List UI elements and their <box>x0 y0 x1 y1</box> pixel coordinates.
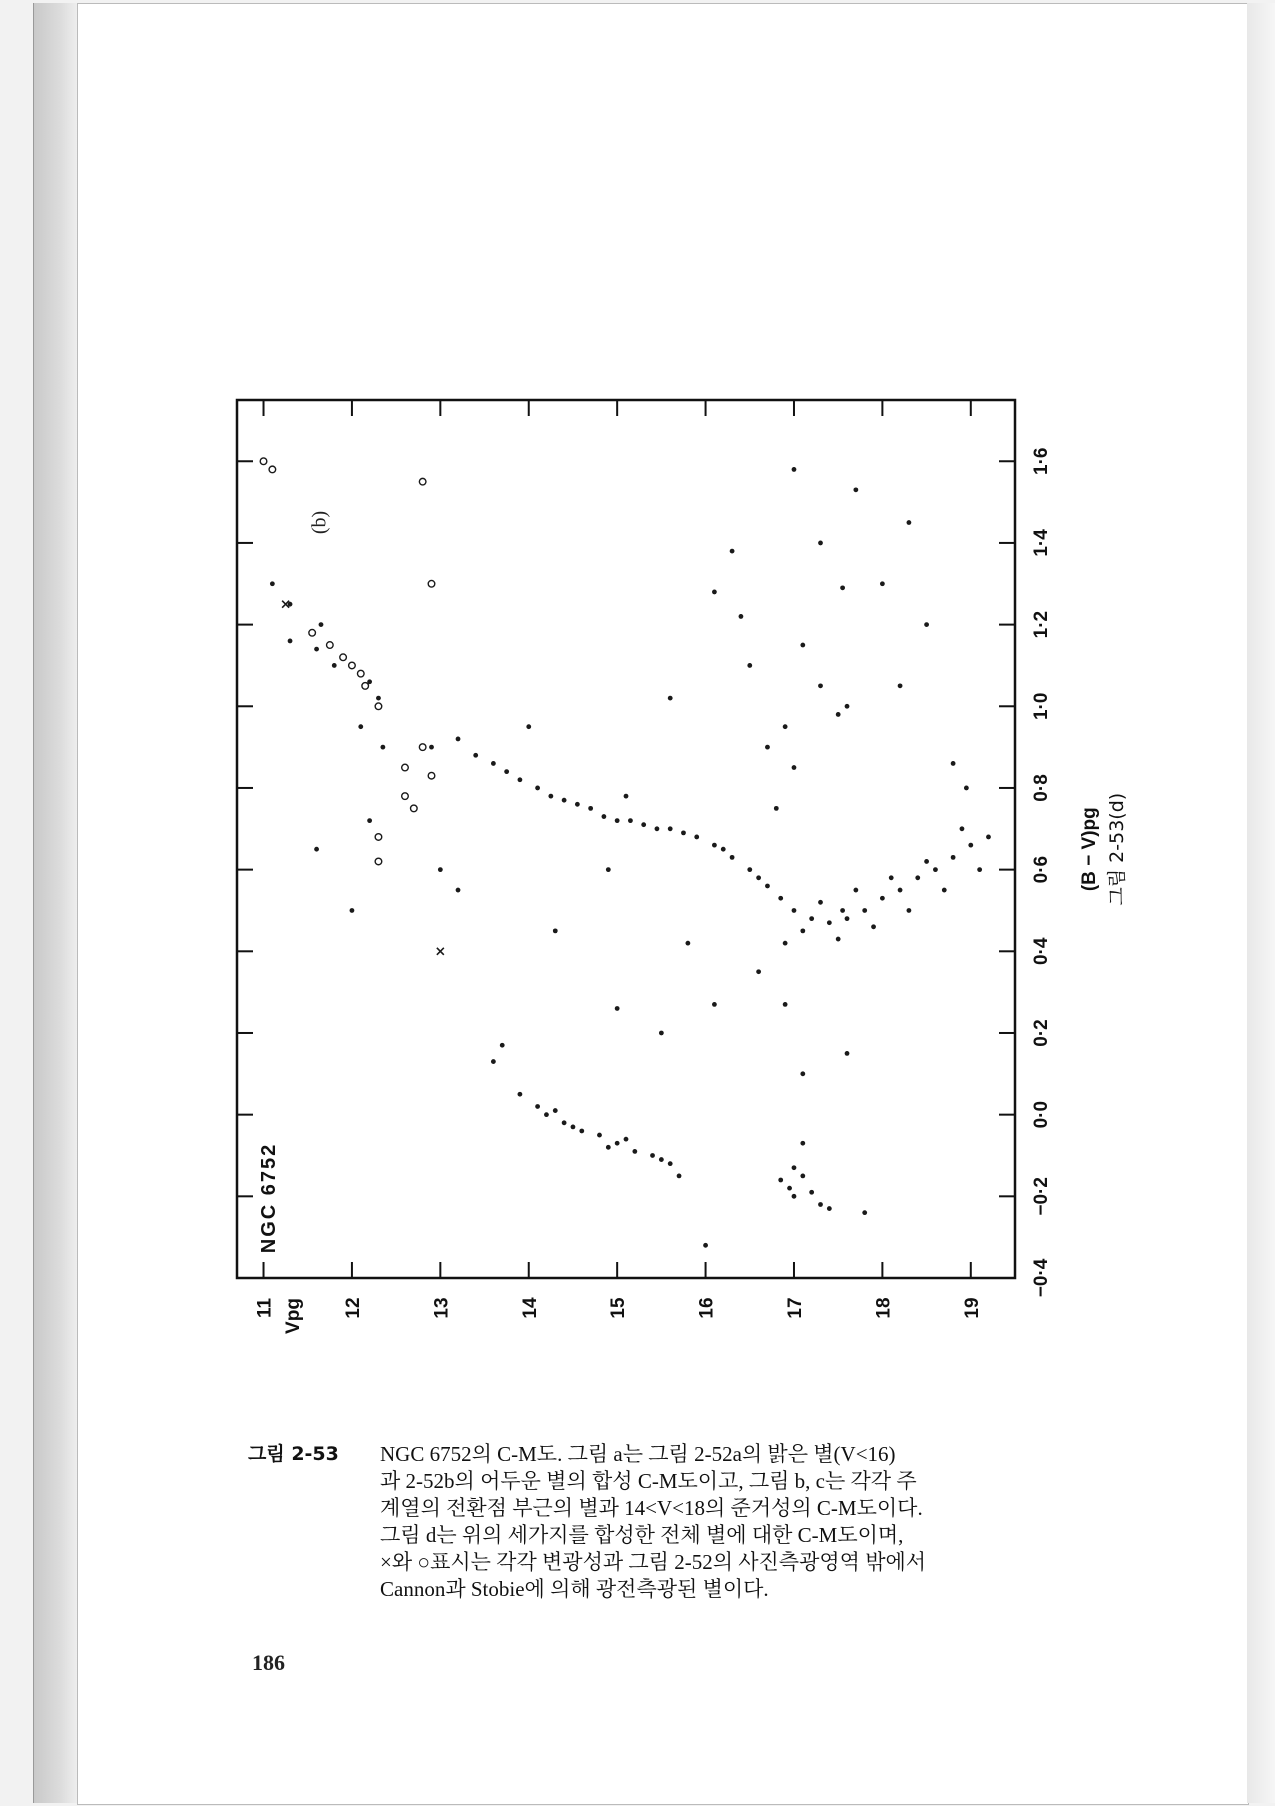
star-point <box>774 806 779 811</box>
v-tick-label: 11 <box>254 1297 276 1319</box>
star-open-circle <box>419 744 426 751</box>
star-point <box>624 1137 629 1142</box>
star-point <box>818 683 823 688</box>
star-point <box>960 826 965 831</box>
star-point <box>615 1141 620 1146</box>
star-point <box>792 908 797 913</box>
star-point <box>880 896 885 901</box>
star-point <box>862 1210 867 1215</box>
star-point <box>845 704 850 709</box>
star-point <box>606 1145 611 1150</box>
star-point <box>765 884 770 889</box>
star-point <box>964 786 969 791</box>
star-point <box>535 786 540 791</box>
star-point <box>685 941 690 946</box>
star-point <box>800 1141 805 1146</box>
star-open-circle <box>260 458 267 465</box>
caption-line: 계열의 전환점 부근의 별과 14<V<18의 준거성의 C-M도이다. <box>380 1496 923 1520</box>
star-point <box>314 847 319 852</box>
star-point <box>924 859 929 864</box>
star-point <box>579 1129 584 1134</box>
bv-tick-label: 1·4 <box>1031 529 1052 557</box>
star-open-circle <box>375 858 382 865</box>
star-point <box>730 549 735 554</box>
star-open-circle <box>411 805 418 812</box>
star-point <box>270 581 275 586</box>
bv-tick-label: −0·4 <box>1031 1258 1052 1298</box>
star-point <box>800 1174 805 1179</box>
star-point <box>792 1165 797 1170</box>
star-point <box>575 802 580 807</box>
star-point <box>889 875 894 880</box>
star-point <box>562 1120 567 1125</box>
star-point <box>650 1153 655 1158</box>
star-open-circle <box>309 629 316 636</box>
v-tick-label: 12 <box>342 1297 364 1319</box>
star-point <box>800 643 805 648</box>
star-point <box>319 622 324 627</box>
star-point <box>827 1206 832 1211</box>
bv-tick-label: 0·8 <box>1031 774 1052 802</box>
star-point <box>350 908 355 913</box>
x-axis-label: (B − V)pg <box>1079 807 1100 892</box>
star-point <box>712 1002 717 1007</box>
data-points <box>260 458 991 1248</box>
star-open-circle <box>349 662 356 669</box>
chart-text <box>255 448 1128 1334</box>
star-point <box>456 737 461 742</box>
star-point <box>655 826 660 831</box>
star-point <box>880 581 885 586</box>
star-point <box>606 867 611 872</box>
bv-tick-label: 0·6 <box>1031 855 1052 884</box>
star-point <box>818 541 823 546</box>
star-point <box>548 794 553 799</box>
star-point <box>977 867 982 872</box>
star-point <box>597 1133 602 1138</box>
star-open-circle <box>402 764 409 771</box>
star-point <box>571 1125 576 1130</box>
bv-tick-label: 0·0 <box>1031 1100 1052 1129</box>
star-point <box>681 830 686 835</box>
star-point <box>730 855 735 860</box>
annotation-b: (b) <box>308 510 331 535</box>
star-point <box>836 712 841 717</box>
star-point <box>615 1006 620 1011</box>
caption-line: 과 2-52b의 어두운 별의 합성 C-M도이고, 그림 b, c는 각각 주 <box>380 1469 917 1493</box>
star-point <box>438 867 443 872</box>
star-point <box>840 585 845 590</box>
star-open-circle <box>327 642 334 649</box>
v-tick-label: 18 <box>873 1297 895 1319</box>
star-point <box>845 1051 850 1056</box>
star-point <box>942 888 947 893</box>
star-point <box>624 794 629 799</box>
star-point <box>518 1092 523 1097</box>
page-number: 186 <box>252 1650 285 1675</box>
star-point <box>898 888 903 893</box>
star-point <box>809 1190 814 1195</box>
star-point <box>907 520 912 525</box>
v-tick-label: 17 <box>784 1297 806 1319</box>
bv-tick-label: −0·2 <box>1031 1177 1052 1216</box>
star-point <box>628 818 633 823</box>
star-point <box>778 1178 783 1183</box>
star-point <box>288 639 293 644</box>
star-point <box>504 769 509 774</box>
star-point <box>840 908 845 913</box>
star-point <box>668 696 673 701</box>
v-tick-label: 14 <box>519 1297 541 1319</box>
star-point <box>641 822 646 827</box>
star-point <box>951 761 956 766</box>
bv-tick-label: 0·2 <box>1031 1019 1052 1047</box>
star-point <box>862 908 867 913</box>
star-point <box>827 920 832 925</box>
y-axis-label: Vpg <box>283 1298 304 1334</box>
star-point <box>456 888 461 893</box>
star-point <box>694 835 699 840</box>
star-point <box>836 937 841 942</box>
star-open-circle <box>402 793 409 800</box>
star-point <box>659 1157 664 1162</box>
star-point <box>924 622 929 627</box>
star-point <box>747 663 752 668</box>
caption-line: 그림 d는 위의 세가지를 합성한 전체 별에 대한 C-M도이며, <box>380 1523 904 1547</box>
star-point <box>818 1202 823 1207</box>
star-point <box>518 777 523 782</box>
star-point <box>632 1149 637 1154</box>
star-point <box>553 928 558 933</box>
star-x-marker <box>437 948 444 955</box>
chart-title: NGC 6752 <box>258 1142 280 1254</box>
caption-label: 그림 2-53 <box>248 1443 339 1465</box>
star-point <box>792 467 797 472</box>
star-point <box>792 1194 797 1199</box>
star-point <box>588 806 593 811</box>
star-point <box>526 724 531 729</box>
star-point <box>853 487 858 492</box>
star-point <box>712 590 717 595</box>
star-point <box>615 818 620 823</box>
star-point <box>739 614 744 619</box>
star-point <box>500 1043 505 1048</box>
star-point <box>562 798 567 803</box>
star-point <box>818 900 823 905</box>
star-point <box>314 647 319 652</box>
star-point <box>747 867 752 872</box>
star-point <box>376 696 381 701</box>
star-open-circle <box>362 683 369 690</box>
star-point <box>553 1108 558 1113</box>
bv-tick-label: 0·4 <box>1031 937 1052 966</box>
star-open-circle <box>428 580 435 587</box>
star-point <box>535 1104 540 1109</box>
star-point <box>809 916 814 921</box>
axis-ticks <box>237 400 1015 1278</box>
star-open-circle <box>375 703 382 710</box>
star-open-circle <box>419 478 426 485</box>
star-point <box>783 724 788 729</box>
bv-tick-label: 1·6 <box>1031 447 1052 475</box>
star-point <box>491 1059 496 1064</box>
star-open-circle <box>269 466 276 473</box>
star-point <box>787 1186 792 1191</box>
star-point <box>332 663 337 668</box>
star-point <box>800 1071 805 1076</box>
star-point <box>712 843 717 848</box>
figure-label: 그림 2-53(d) <box>1106 792 1128 906</box>
star-point <box>756 875 761 880</box>
star-point <box>968 843 973 848</box>
bv-tick-label: 1·0 <box>1031 692 1052 721</box>
chart-frame <box>237 400 1015 1278</box>
star-point <box>907 908 912 913</box>
star-point <box>951 855 956 860</box>
star-point <box>677 1174 682 1179</box>
star-point <box>668 826 673 831</box>
star-point <box>659 1031 664 1036</box>
star-point <box>367 818 372 823</box>
star-point <box>473 753 478 758</box>
caption-line: ×와 ○표시는 각각 변광성과 그림 2-52의 사진측광영역 밖에서 <box>380 1550 927 1574</box>
star-point <box>703 1243 708 1248</box>
star-point <box>783 941 788 946</box>
star-point <box>756 969 761 974</box>
star-point <box>429 745 434 750</box>
star-point <box>491 761 496 766</box>
caption-line: NGC 6752의 C-M도. 그림 a는 그림 2-52a의 밝은 별(V<16) <box>380 1442 896 1466</box>
star-point <box>898 683 903 688</box>
star-point <box>721 847 726 852</box>
star-open-circle <box>375 834 382 841</box>
star-point <box>792 765 797 770</box>
v-tick-label: 13 <box>431 1297 453 1319</box>
star-point <box>783 1002 788 1007</box>
star-open-circle <box>357 670 364 677</box>
star-point <box>853 888 858 893</box>
star-point <box>915 875 920 880</box>
star-point <box>871 924 876 929</box>
star-point <box>380 745 385 750</box>
bv-tick-label: 1·2 <box>1031 610 1052 639</box>
caption-text <box>380 1441 1115 1603</box>
v-tick-label: 16 <box>696 1297 718 1319</box>
star-point <box>544 1112 549 1117</box>
star-open-circle <box>428 772 435 779</box>
star-open-circle <box>340 654 347 661</box>
star-point <box>601 814 606 819</box>
star-point <box>933 867 938 872</box>
v-tick-label: 15 <box>608 1297 630 1319</box>
star-point <box>800 928 805 933</box>
star-point <box>668 1161 673 1166</box>
star-point <box>845 916 850 921</box>
star-point <box>986 835 991 840</box>
star-point <box>778 896 783 901</box>
star-point <box>358 724 363 729</box>
v-tick-label: 19 <box>961 1297 983 1319</box>
caption-line: Cannon과 Stobie에 의해 광전측광된 별이다. <box>380 1577 769 1601</box>
plot-frame <box>237 400 1015 1278</box>
star-point <box>765 745 770 750</box>
